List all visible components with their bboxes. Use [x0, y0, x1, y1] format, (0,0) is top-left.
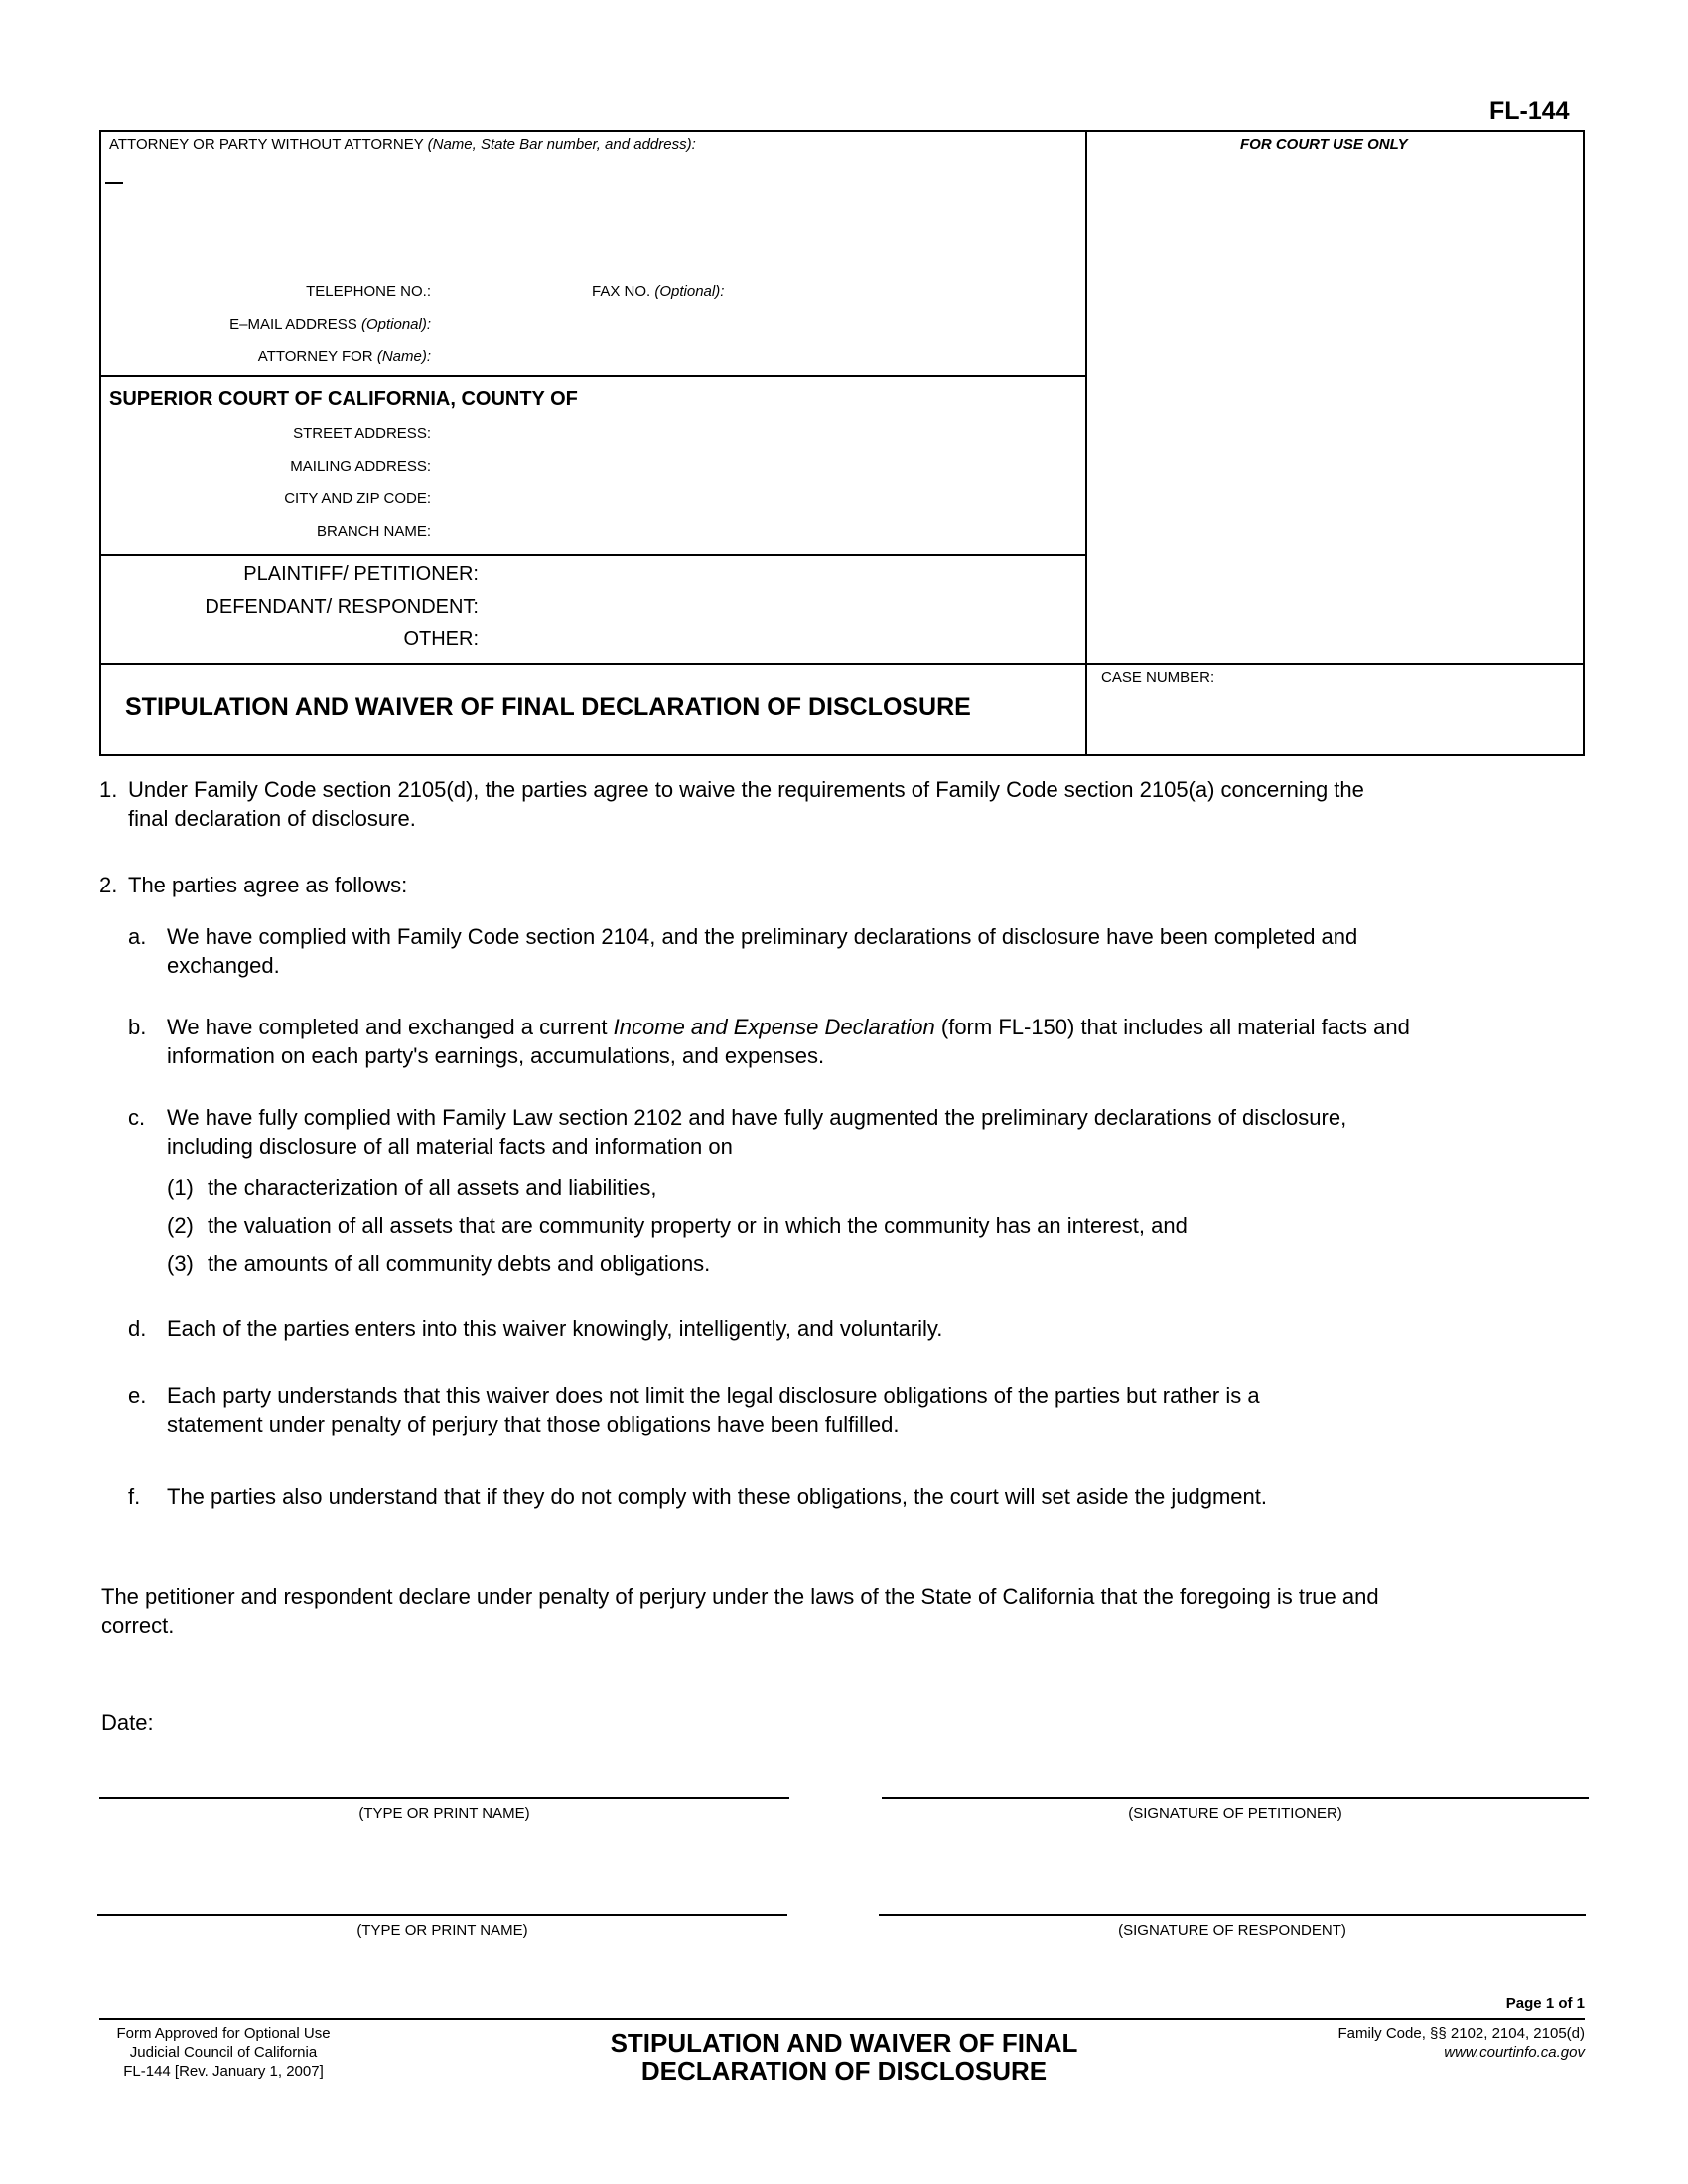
other-label: OTHER:	[403, 628, 479, 650]
form-title: STIPULATION AND WAIVER OF FINAL DECLARATION OF DISCLOSURE	[125, 693, 971, 721]
footer-website-link[interactable]: www.courtinfo.ca.gov	[1444, 2044, 1585, 2061]
name-line-petitioner[interactable]	[99, 1797, 789, 1799]
item-c3-number: (3)	[167, 1251, 194, 1276]
item-d-marker: d.	[128, 1316, 147, 1341]
attorney-for-label: ATTORNEY FOR (Name):	[257, 348, 431, 365]
item-1-number: 1.	[99, 777, 118, 802]
page-number: Page 1 of 1	[1505, 1995, 1585, 2012]
fax-label: FAX NO. (Optional):	[592, 283, 725, 300]
form-number: FL-144	[1489, 97, 1570, 125]
footer-rule	[99, 2018, 1585, 2020]
declaration-text: The petitioner and respondent declare under penalty of perjury under the laws of the State of California that the foregoing is true and correct.	[101, 1584, 1379, 1638]
date-label: Date:	[101, 1710, 154, 1735]
divider-court	[101, 554, 1087, 556]
item-b-marker: b.	[128, 1015, 147, 1039]
attorney-input-mark[interactable]	[105, 182, 123, 184]
item-c2-text: the valuation of all assets that are community property or in which the community has an interest, and	[208, 1213, 1188, 1238]
divider-attorney	[101, 375, 1087, 377]
name-line-respondent[interactable]	[97, 1914, 787, 1916]
item-a-marker: a.	[128, 924, 147, 949]
footer-citation: Family Code, §§ 2102, 2104, 2105(d) www.courtinfo.ca.gov	[1192, 2024, 1585, 2062]
footer-approval: Form Approved for Optional Use Judicial Council of California FL-144 [Rev. January 1, 2007]	[116, 2025, 331, 2080]
mailing-address-label: MAILING ADDRESS:	[290, 458, 431, 475]
item-c3-text: the amounts of all community debts and obligations.	[208, 1251, 711, 1276]
name-caption-1: (TYPE OR PRINT NAME)	[358, 1805, 530, 1822]
item-a-text: We have complied with Family Code section 2104, and the preliminary declarations of disclosure have been completed and exchanged.	[167, 924, 1358, 978]
item-2-text: The parties agree as follows:	[128, 873, 408, 897]
item-c1-text: the characterization of all assets and liabilities,	[208, 1175, 657, 1200]
item-e-marker: e.	[128, 1383, 147, 1408]
plaintiff-label: PLAINTIFF/ PETITIONER:	[243, 563, 479, 585]
email-label: E–MAIL ADDRESS (Optional):	[229, 316, 431, 333]
street-address-label: STREET ADDRESS:	[293, 425, 431, 442]
item-d-text: Each of the parties enters into this waiver knowingly, intelligently, and voluntarily.	[167, 1316, 943, 1341]
telephone-label: TELEPHONE NO.:	[306, 283, 431, 300]
attorney-label: ATTORNEY OR PARTY WITHOUT ATTORNEY (Name, State Bar number, and address):	[109, 136, 696, 153]
case-number-label: CASE NUMBER:	[1101, 669, 1215, 686]
name-caption-2: (TYPE OR PRINT NAME)	[356, 1922, 528, 1939]
item-b-text: We have completed and exchanged a current Income and Expense Declaration (form FL-150) that includes all material facts and information on each party's earnings, accumulations, and expenses.	[167, 1015, 1410, 1068]
item-c2-number: (2)	[167, 1213, 194, 1238]
item-c1-number: (1)	[167, 1175, 194, 1200]
court-use-only: FOR COURT USE ONLY	[1240, 136, 1408, 153]
item-2-number: 2.	[99, 873, 118, 897]
branch-name-label: BRANCH NAME:	[316, 523, 431, 540]
item-f-marker: f.	[128, 1484, 141, 1509]
caption-box	[99, 130, 1585, 756]
signature-line-petitioner[interactable]	[882, 1797, 1589, 1799]
item-e-text: Each party understands that this waiver does not limit the legal disclosure obligations of the parties but rather is a statement under penalty of perjury that those obligations have been fulfilled.	[167, 1383, 1260, 1436]
signature-caption-petitioner: (SIGNATURE OF PETITIONER)	[1128, 1805, 1342, 1822]
item-c-marker: c.	[128, 1105, 146, 1130]
divider-parties	[101, 663, 1585, 665]
signature-line-respondent[interactable]	[879, 1914, 1586, 1916]
city-zip-label: CITY AND ZIP CODE:	[284, 490, 431, 507]
court-title: SUPERIOR COURT OF CALIFORNIA, COUNTY OF	[109, 388, 578, 410]
item-f-text: The parties also understand that if they do not comply with these obligations, the court will set aside the judgment.	[167, 1484, 1267, 1509]
defendant-label: DEFENDANT/ RESPONDENT:	[205, 596, 479, 617]
footer-title: STIPULATION AND WAIVER OF FINAL DECLARATION OF DISCLOSURE	[610, 2028, 1078, 2086]
item-c-text: We have fully complied with Family Law section 2102 and have fully augmented the preliminary declarations of disclosure, including disclosure of all material facts and information on	[167, 1105, 1347, 1159]
item-1-text: Under Family Code section 2105(d), the parties agree to waive the requirements of Family Code section 2105(a) concerning the final declaration of disclosure.	[128, 777, 1364, 831]
signature-caption-respondent: (SIGNATURE OF RESPONDENT)	[1118, 1922, 1346, 1939]
